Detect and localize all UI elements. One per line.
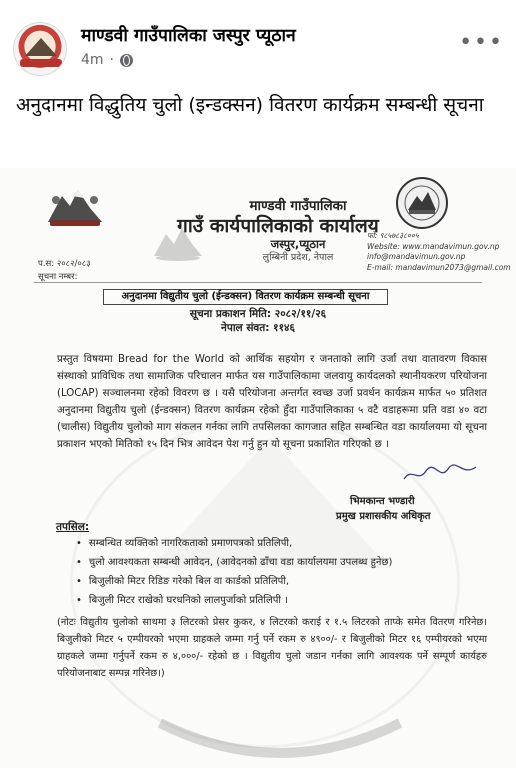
enclosures-title: तपसिल: (56, 521, 90, 533)
emblem-band-icon (20, 59, 62, 67)
office-location: जस्पुर,प्यूठान (270, 237, 326, 251)
notice-subject: अनुदानमा विद्युतीय चुलो (ईन्डक्सन) वितरण कार्यक्रम सम्बन्धी सूचना (103, 289, 388, 305)
office-province: लुम्बिनी प्रदेश, नेपाल (262, 252, 334, 263)
office-municipality: माण्डवी गाउँपालिका (249, 198, 347, 214)
reference-suchana: सूचना नम्बर: (38, 272, 78, 282)
more-options-button[interactable]: ••• (459, 30, 504, 55)
contact-block (367, 231, 511, 273)
signature-mark (400, 463, 480, 485)
nepal-sambat: नेपाल संवत: ११४६ (221, 322, 295, 334)
contact-email: E-mail: mandavimun2073@gmail.com (367, 262, 511, 272)
notice-note: (नोटः विद्युतीय चुलोको साथमा ३ लिटरको प्रेसर कुकर, ४ लिटरको कराई र १.५ लिटरको ताप्के समेत वितरण गरिनेछ। बिजुलीको मिटर ५ एम्पीयरको भएमा ग्राहकले जम्मा गर्नु पर्ने रकम रु ४९००/- र बिजुलीको मिटर १६ एम्पीयरको भएमा ग्राहकले जम्मा गर्नुपर्ने रकम रु ४,०००/- रहेको छ । विद्युतीय चुलो जडान गर्नका लागि आवश्यक पर्ने सम्पूर्ण कार्यहरु परियोजनाबाट सम्पन्न गरिनेछ।) (57, 617, 488, 679)
post-time[interactable]: 4m (81, 52, 104, 68)
publish-date: सूचना प्रकाशन मिति: २०८२/११/२६ (189, 308, 327, 320)
contact-info-email: info@mandavimun.gov.np (367, 252, 466, 261)
page-avatar[interactable] (13, 22, 67, 76)
globe-icon[interactable] (120, 54, 133, 67)
page-name-link[interactable]: माण्डवी गाउँपालिका जस्पुर प्यूठान (81, 26, 296, 46)
notice-image[interactable] (0, 168, 516, 768)
notice-body: प्रस्तुत विषयमा Bread for the World को आर्थिक सहयोग र जनताको लागि उर्जा तथा वातावरण विकास संस्थाको प्राविधिक तथा सामाजिक परिचालन मार्फत यस गाउँपालिकामा जलवायु कार्यदलको स्थानीयकरण परियोजना (LOCAP) सञ्चालनमा रहेको विवरण छ । यसै परियोजना अन्तर्गत स्वच्छ उर्जा प्रवर्धन कार्यक्रम मार्फत ५० प्रतिशत अनुदानमा विद्युतीय चुलो (ईन्डक्सन) वितरण कार्यक्रम रहेको हुँदा गाउँपालिकाका ५ वटै वडाहरूमा प्रति वडा ४० वटा (चालीस) विद्युतीय चुलोको माग संकलन गर्नका लागि तपसिलका कागजात सहित सम्बन्धित वडा कार्यालयमा यो सूचना प्रकाशन भएको मितिको १५ दिन भित्र आवेदन पेश गर्नु हुन यो सूचना प्रकाशित गरिएको छ । (57, 354, 487, 450)
emblem-mountain-icon (25, 38, 57, 56)
enclosures-list (76, 534, 496, 610)
list-item: • बिजुलीको मिटर रिडिङ गरेको बिल वा कार्डको प्रतिलिपी, (76, 572, 496, 591)
list-item: • सम्बन्धित व्यक्तिको नागरिकताको प्रमाणपत्रको प्रतिलिपी, (76, 534, 496, 553)
office-title: गाउँ कार्यपालिकाको कार्यालय (177, 215, 379, 237)
seal-arc-icon (150, 713, 410, 768)
list-item: • बिजुली मिटर राखेको घरधनिको लालपुर्जाको प्रतिलिपी । (76, 591, 496, 610)
contact-website: Website: www.mandavimun.gov.np (367, 241, 500, 251)
post-meta (81, 52, 133, 68)
signatory-title: प्रमुख प्रशासकीय अधिकृत (336, 511, 431, 522)
reference-patra: प.स: २०८२/०८३ (38, 259, 91, 269)
post-header (0, 0, 516, 84)
header-divider (34, 282, 482, 283)
post-caption: अनुदानमा विद्धुतिय चुलो (इन्डक्सन) वितरण कार्यक्रम सम्बन्धी सूचना (16, 94, 484, 116)
list-item: • चुलो आवश्यकता सम्बन्धी आवेदन, (आवेदनको ढाँचा वडा कार्यालयमा उपलब्ध हुनेछ) (76, 553, 496, 572)
contact-phone: फो: ९८५७८३८००५ (367, 231, 419, 240)
signatory-name: भिमकान्त भण्डारी (350, 496, 415, 507)
meta-separator: · (109, 52, 114, 68)
